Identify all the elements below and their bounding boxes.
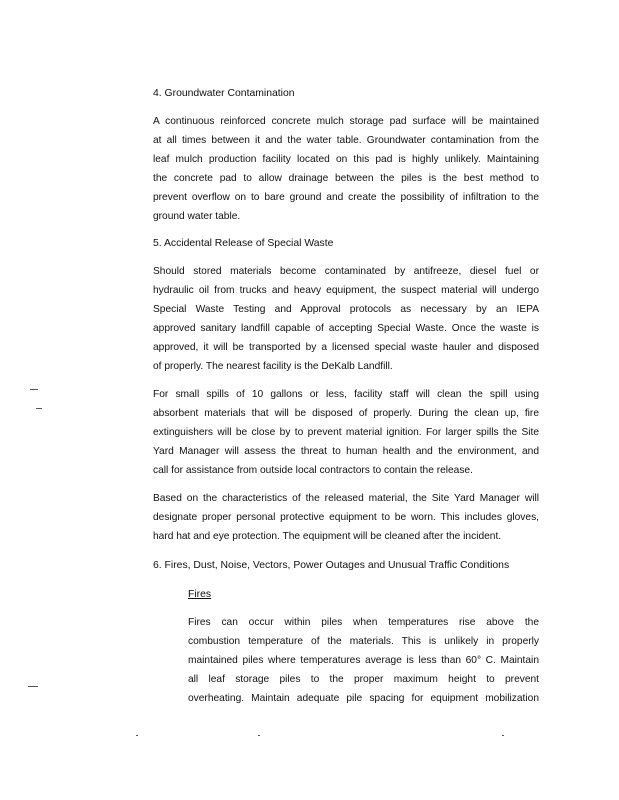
paragraph-line: all leaf storage piles to the proper maximum height to prevent xyxy=(188,673,539,685)
section-5-paragraph-2 xyxy=(153,386,539,481)
section-4-paragraph xyxy=(153,113,539,226)
paragraph-line: Special Waste Testing and Approval protocols as necessary by an IEPA xyxy=(153,303,539,315)
scan-speck xyxy=(502,735,504,736)
section-6-paragraph xyxy=(188,614,539,709)
section-4-heading: 4. Groundwater Contamination xyxy=(153,88,295,99)
paragraph-line: overheating. Maintain adequate pile spacing for equipment mobilization xyxy=(188,692,539,704)
paragraph-line: Yard Manager will assess the threat to human health and the environment, and xyxy=(153,445,539,457)
paragraph-line: approved sanitary landfill capable of accepting Special Waste. Once the waste is xyxy=(153,322,539,334)
paragraph-line: approved, it will be transported by a licensed special waste hauler and disposed xyxy=(153,341,539,353)
paragraph-line: at all times between it and the water table. Groundwater contamination from the xyxy=(153,134,539,146)
scan-speck xyxy=(258,735,260,736)
paragraph-line: call for assistance from outside local contractors to contain the release. xyxy=(153,464,473,476)
paragraph-line: prevent overflow on to bare ground and create the possibility of infiltration to the xyxy=(153,191,539,203)
paragraph-line: Should stored materials become contaminated by antifreeze, diesel fuel or xyxy=(153,266,539,277)
paragraph-line: extinguishers will be close by to prevent material ignition. For larger spills the Site xyxy=(153,426,539,438)
paragraph-line: For small spills of 10 gallons or less, facility staff will clean the spill using xyxy=(153,389,539,400)
paragraph-line: hard hat and eye protection. The equipment will be cleaned after the incident. xyxy=(153,530,502,542)
paragraph-line: the concrete pad to allow drainage between the piles is the best method to xyxy=(153,172,539,184)
paragraph-line: hydraulic oil from trucks and heavy equipment, the suspect material will undergo xyxy=(153,284,539,296)
section-6-heading: 6. Fires, Dust, Noise, Vectors, Power Outages and Unusual Traffic Conditions xyxy=(153,560,510,571)
paragraph-line: combustion temperature of the materials. This is unlikely in properly xyxy=(188,635,539,647)
paragraph-line: Fires can occur within piles when temperatures rise above the xyxy=(188,617,539,628)
paragraph-line: absorbent materials that will be disposed of properly. During the clean up, fire xyxy=(153,407,539,419)
scan-speck xyxy=(28,686,38,687)
section-5-heading: 5. Accidental Release of Special Waste xyxy=(153,238,334,249)
paragraph-line: of properly. The nearest facility is the DeKalb Landfill. xyxy=(153,360,393,372)
paragraph-line: ground water table. xyxy=(153,210,241,222)
fires-subheading: Fires xyxy=(188,589,212,600)
scan-speck xyxy=(36,408,42,409)
paragraph-line: maintained piles where temperatures average is less than 60° C. Maintain xyxy=(188,654,539,666)
section-5-paragraph-1 xyxy=(153,263,539,376)
section-5-paragraph-3 xyxy=(153,490,539,547)
paragraph-line: leaf mulch production facility located on this pad is highly unlikely. Maintaining xyxy=(153,153,539,165)
paragraph-line: A continuous reinforced concrete mulch storage pad surface will be maintained xyxy=(153,116,539,127)
paragraph-line: designate proper personal protective equipment to be worn. This includes gloves, xyxy=(153,511,539,523)
scan-speck xyxy=(30,389,38,390)
paragraph-line: Based on the characteristics of the released material, the Site Yard Manager will xyxy=(153,493,539,504)
scan-speck xyxy=(136,735,138,736)
